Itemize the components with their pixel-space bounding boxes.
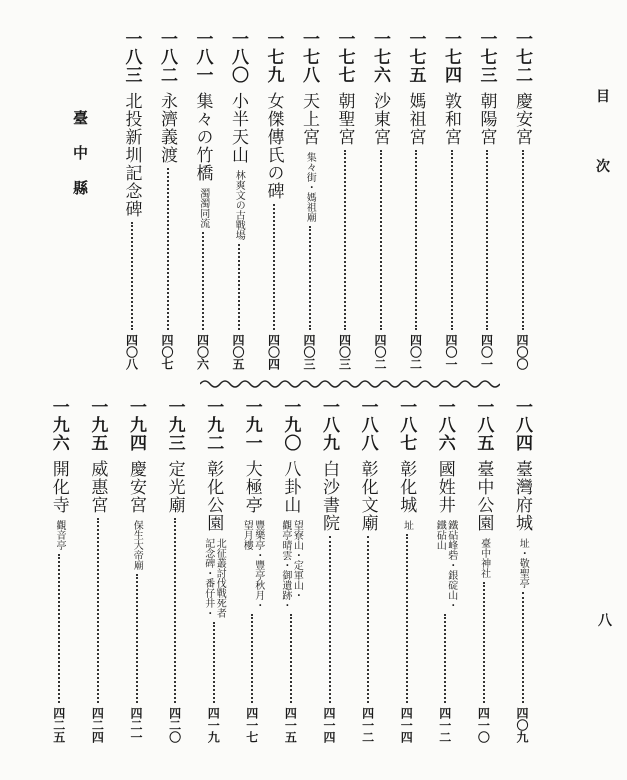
entry-number: 一七七 xyxy=(334,30,355,84)
toc-entry xyxy=(404,30,429,370)
toc-entry xyxy=(85,398,110,743)
entry-number: 一九三 xyxy=(164,398,185,452)
leader-dots xyxy=(131,222,133,330)
leader-dots xyxy=(58,554,60,703)
toc-entry xyxy=(124,398,149,743)
entry-note: 址・敬聖亭 xyxy=(517,538,529,588)
toc-entry xyxy=(240,398,265,743)
entry-title: 沙東宮 xyxy=(370,92,390,146)
entry-title: 小半天山 xyxy=(228,92,248,164)
entry-page: 四〇三 xyxy=(302,334,316,370)
entry-title: 天上宮 xyxy=(299,92,319,146)
entry-page: 四〇四 xyxy=(266,334,281,370)
margin-label-ji: 次 xyxy=(596,159,610,175)
section-label: 臺中縣 xyxy=(71,110,89,215)
entry-number: 一八九 xyxy=(319,398,339,452)
entry-number: 一七四 xyxy=(441,30,461,84)
leader-dots xyxy=(406,534,408,703)
entry-number: 一七二 xyxy=(512,30,532,84)
entry-title: 白沙書院 xyxy=(319,460,339,532)
entry-page: 四二五 xyxy=(51,707,66,743)
entry-number: 一八三 xyxy=(121,30,142,84)
entry-note: 集々街・媽祖廟 xyxy=(304,152,316,222)
toc-entry xyxy=(433,398,458,743)
leader-dots xyxy=(486,150,488,330)
leader-dots xyxy=(97,518,99,703)
leader-dots xyxy=(167,168,169,330)
leader-dots xyxy=(451,150,453,330)
entry-title: 敦和宮 xyxy=(441,92,461,146)
entry-number: 一九五 xyxy=(87,398,108,452)
toc-entry xyxy=(191,30,216,370)
toc-entry xyxy=(155,30,180,370)
entry-number: 一九四 xyxy=(126,398,146,452)
entry-page: 四〇九 xyxy=(515,707,529,743)
entry-number: 一八四 xyxy=(512,398,532,452)
entry-title: 八卦山 xyxy=(280,460,301,514)
entry-page: 四一二 xyxy=(437,707,452,743)
leader-dots xyxy=(344,150,346,330)
entry-page: 四一九 xyxy=(206,707,221,743)
entry-page: 四二四 xyxy=(90,707,105,743)
entry-title: 媽祖宮 xyxy=(405,92,426,146)
entry-page: 四一七 xyxy=(244,707,259,743)
leader-dots xyxy=(136,574,138,703)
leader-dots xyxy=(238,244,240,330)
entry-title: 彰化公園 xyxy=(203,460,224,532)
entry-note: 鐵砧峰砦・銀碇山・ 鐵砧山 xyxy=(434,520,457,610)
leader-dots xyxy=(251,614,253,703)
entry-title: 國姓井 xyxy=(434,460,455,514)
entry-note: 觀音亭 xyxy=(54,520,66,550)
entry-title: 開化寺 xyxy=(48,460,69,514)
leader-dots xyxy=(483,582,485,703)
entry-note: 保生大帝廟 xyxy=(131,520,143,570)
entry-page: 四〇二 xyxy=(373,334,387,370)
entry-number: 一八一 xyxy=(192,30,213,84)
entry-page: 四一四 xyxy=(322,707,336,743)
entry-number: 一八五 xyxy=(473,398,494,452)
entry-title: 定光廟 xyxy=(164,460,185,514)
leader-dots xyxy=(290,614,292,703)
entry-number: 一八八 xyxy=(357,398,378,452)
entry-number: 一七九 xyxy=(263,30,284,84)
toc-entry xyxy=(201,398,226,743)
entry-title: 北投新圳記念碑 xyxy=(121,92,142,218)
entry-page: 四〇二 xyxy=(408,334,423,370)
toc-entry xyxy=(317,398,342,743)
leader-dots xyxy=(213,622,215,703)
entry-note: 豐樂亭・豐亭秋月・ 望月樓 xyxy=(241,520,264,610)
leader-dots xyxy=(522,592,524,703)
leader-dots xyxy=(329,536,331,703)
entry-number: 一九一 xyxy=(241,398,262,452)
entry-title: 朝聖宮 xyxy=(334,92,355,146)
entry-number: 一八七 xyxy=(396,398,417,452)
entry-page: 四〇五 xyxy=(231,334,245,370)
toc-entry xyxy=(262,30,287,370)
entry-title: 臺灣府城 xyxy=(512,460,532,532)
leader-dots xyxy=(309,226,311,330)
entry-number: 一九六 xyxy=(48,398,69,452)
entry-title: 威惠宮 xyxy=(87,460,108,514)
entry-title: 大極亭 xyxy=(241,460,262,514)
entry-note: 濁濁同流 xyxy=(197,188,209,228)
entry-title: 彰化城 xyxy=(396,460,417,514)
entry-number: 一七八 xyxy=(299,30,319,84)
entry-number: 一七三 xyxy=(476,30,497,84)
entry-page: 四二〇 xyxy=(167,707,182,743)
entry-number: 一九二 xyxy=(203,398,224,452)
entry-note: 臺中神社 xyxy=(478,538,490,578)
toc-entry xyxy=(163,398,188,743)
leader-dots xyxy=(367,536,369,703)
entry-title: 永濟義渡 xyxy=(157,92,177,164)
leader-dots xyxy=(273,204,275,330)
toc-entry xyxy=(297,30,322,370)
entry-page: 四一二 xyxy=(360,707,375,743)
section-divider xyxy=(200,377,500,391)
leader-dots xyxy=(522,150,524,330)
leader-dots xyxy=(415,150,417,330)
entry-number: 一七五 xyxy=(405,30,426,84)
entry-number: 一八二 xyxy=(157,30,177,84)
entry-note: 址 xyxy=(401,520,413,530)
entry-number: 一八六 xyxy=(434,398,455,452)
entry-page: 四〇七 xyxy=(160,334,174,370)
toc-entry xyxy=(368,30,393,370)
margin-label-mu: 目 xyxy=(596,89,610,105)
entry-title: 臺中公園 xyxy=(473,460,494,532)
entry-page: 四一四 xyxy=(399,707,414,743)
margin-page-number: 八 xyxy=(598,613,612,629)
toc-entry xyxy=(278,398,303,743)
entry-note: 林爽文の古戰場 xyxy=(233,170,245,240)
toc-entry xyxy=(475,30,500,370)
toc-entry xyxy=(439,30,464,370)
entry-page: 四〇〇 xyxy=(515,334,529,370)
toc-entry xyxy=(47,398,72,743)
entry-page: 四一〇 xyxy=(476,707,491,743)
entry-page: 四一五 xyxy=(283,707,298,743)
toc-entry xyxy=(394,398,419,743)
entry-title: 慶安宮 xyxy=(512,92,532,146)
entry-page: 四〇一 xyxy=(479,334,494,370)
toc-entry xyxy=(510,398,535,743)
entry-number: 一九〇 xyxy=(280,398,301,452)
entry-number: 一八〇 xyxy=(228,30,248,84)
entry-title: 集々の竹橋 xyxy=(192,92,213,182)
entry-number: 一七六 xyxy=(370,30,390,84)
toc-entry xyxy=(510,30,535,370)
entry-note: 北征叢討伐戰死者 記念碑・番仔井・ xyxy=(202,538,226,618)
toc-entry xyxy=(120,30,145,370)
toc-entry xyxy=(471,398,496,743)
toc-entry xyxy=(356,398,381,743)
entry-title: 慶安宮 xyxy=(126,460,146,514)
entry-note: 望寮山・定軍山・ 觀亭晴雲・御遺跡・ xyxy=(279,520,303,610)
toc-entry xyxy=(333,30,358,370)
toc-entry xyxy=(226,30,251,370)
leader-dots xyxy=(380,150,382,330)
leader-dots xyxy=(174,518,176,703)
entry-page: 四二一 xyxy=(129,707,143,743)
entry-page: 四〇六 xyxy=(195,334,210,370)
entry-title: 彰化文廟 xyxy=(357,460,378,532)
leader-dots xyxy=(444,614,446,703)
entry-page: 四〇一 xyxy=(444,334,458,370)
leader-dots xyxy=(202,232,204,330)
entry-page: 四〇八 xyxy=(124,334,139,370)
entry-page: 四〇三 xyxy=(337,334,352,370)
entry-title: 女傑傳氏の碑 xyxy=(263,92,284,200)
entry-title: 朝陽宮 xyxy=(476,92,497,146)
